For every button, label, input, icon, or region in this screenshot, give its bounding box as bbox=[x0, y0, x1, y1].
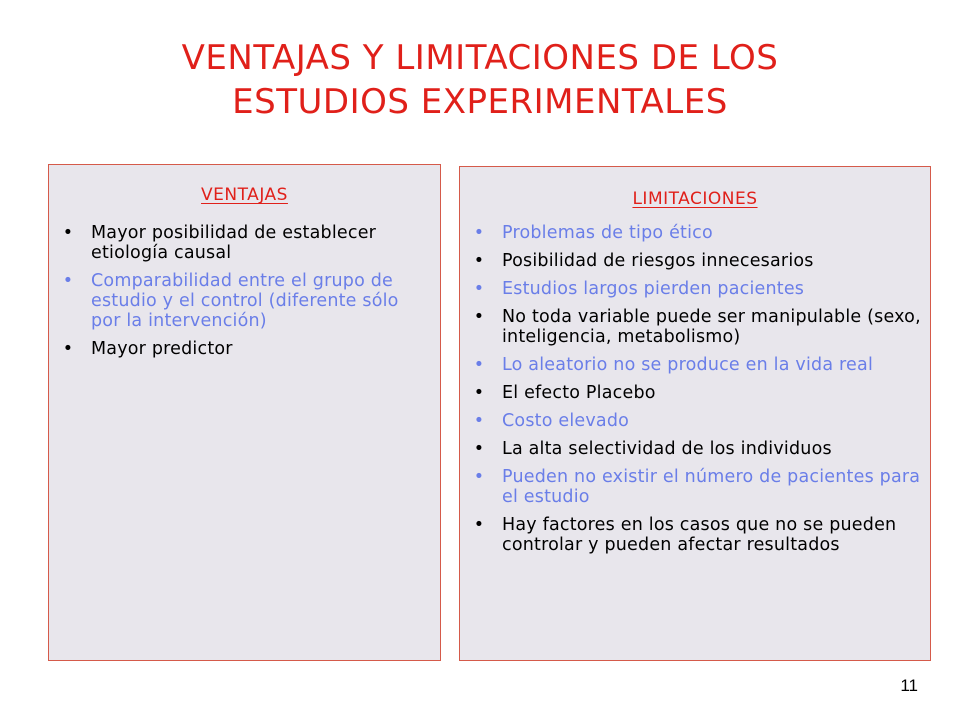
limitaciones-item-text: No toda variable puede ser manipulable (sexo, inteligencia, metabolismo) bbox=[502, 307, 921, 347]
bullet-dot: • bbox=[473, 439, 485, 459]
limitaciones-item bbox=[472, 515, 922, 555]
ventajas-item bbox=[61, 223, 432, 263]
limitaciones-item bbox=[472, 467, 922, 507]
bullet-dot: • bbox=[473, 251, 485, 271]
limitaciones-item bbox=[472, 383, 922, 403]
ventajas-heading: VENTAJAS bbox=[201, 185, 288, 205]
bullet-dot: • bbox=[473, 383, 485, 403]
bullet-dot: • bbox=[62, 223, 74, 243]
ventajas-panel bbox=[48, 164, 441, 661]
limitaciones-item-text: Estudios largos pierden pacientes bbox=[502, 279, 805, 299]
limitaciones-panel bbox=[459, 166, 931, 661]
limitaciones-heading: LIMITACIONES bbox=[632, 189, 758, 209]
ventajas-item-text: Comparabilidad entre el grupo de estudio y el control (diferente sólo por la intervención) bbox=[91, 271, 399, 331]
limitaciones-item bbox=[472, 411, 922, 431]
limitaciones-item bbox=[472, 355, 922, 375]
limitaciones-item-text: Pueden no existir el número de pacientes para el estudio bbox=[502, 467, 921, 507]
ventajas-item-text: Mayor predictor bbox=[91, 339, 233, 359]
slide-title-line-1: VENTAJAS Y LIMITACIONES DE LOS bbox=[181, 38, 779, 78]
bullet-dot: • bbox=[473, 515, 485, 535]
limitaciones-list bbox=[460, 223, 930, 555]
limitaciones-item-text: La alta selectividad de los individuos bbox=[502, 439, 832, 459]
limitaciones-item-text: Lo aleatorio no se produce en la vida real bbox=[502, 355, 874, 375]
ventajas-item bbox=[61, 271, 432, 331]
limitaciones-item bbox=[472, 307, 922, 347]
bullet-dot: • bbox=[473, 223, 485, 243]
page-number: 11 bbox=[900, 676, 918, 695]
bullet-dot: • bbox=[473, 279, 485, 299]
ventajas-list bbox=[49, 223, 440, 359]
limitaciones-item-text: Problemas de tipo ético bbox=[502, 223, 713, 243]
limitaciones-item bbox=[472, 223, 922, 243]
bullet-dot: • bbox=[473, 307, 485, 327]
bullet-dot: • bbox=[473, 467, 485, 487]
bullet-dot: • bbox=[473, 355, 485, 375]
limitaciones-item-text: Costo elevado bbox=[502, 411, 630, 431]
limitaciones-item-text: Posibilidad de riesgos innecesarios bbox=[502, 251, 814, 271]
limitaciones-item-text: Hay factores en los casos que no se pueden controlar y pueden afectar resultados bbox=[502, 515, 897, 555]
limitaciones-item bbox=[472, 251, 922, 271]
ventajas-item-text: Mayor posibilidad de establecer etiología causal bbox=[91, 223, 377, 263]
ventajas-item bbox=[61, 339, 432, 359]
bullet-dot: • bbox=[62, 271, 74, 291]
slide-title bbox=[0, 36, 960, 124]
limitaciones-item bbox=[472, 439, 922, 459]
bullet-dot: • bbox=[62, 339, 74, 359]
slide-title-line-2: ESTUDIOS EXPERIMENTALES bbox=[232, 82, 728, 122]
bullet-dot: • bbox=[473, 411, 485, 431]
limitaciones-item bbox=[472, 279, 922, 299]
limitaciones-item-text: El efecto Placebo bbox=[502, 383, 656, 403]
